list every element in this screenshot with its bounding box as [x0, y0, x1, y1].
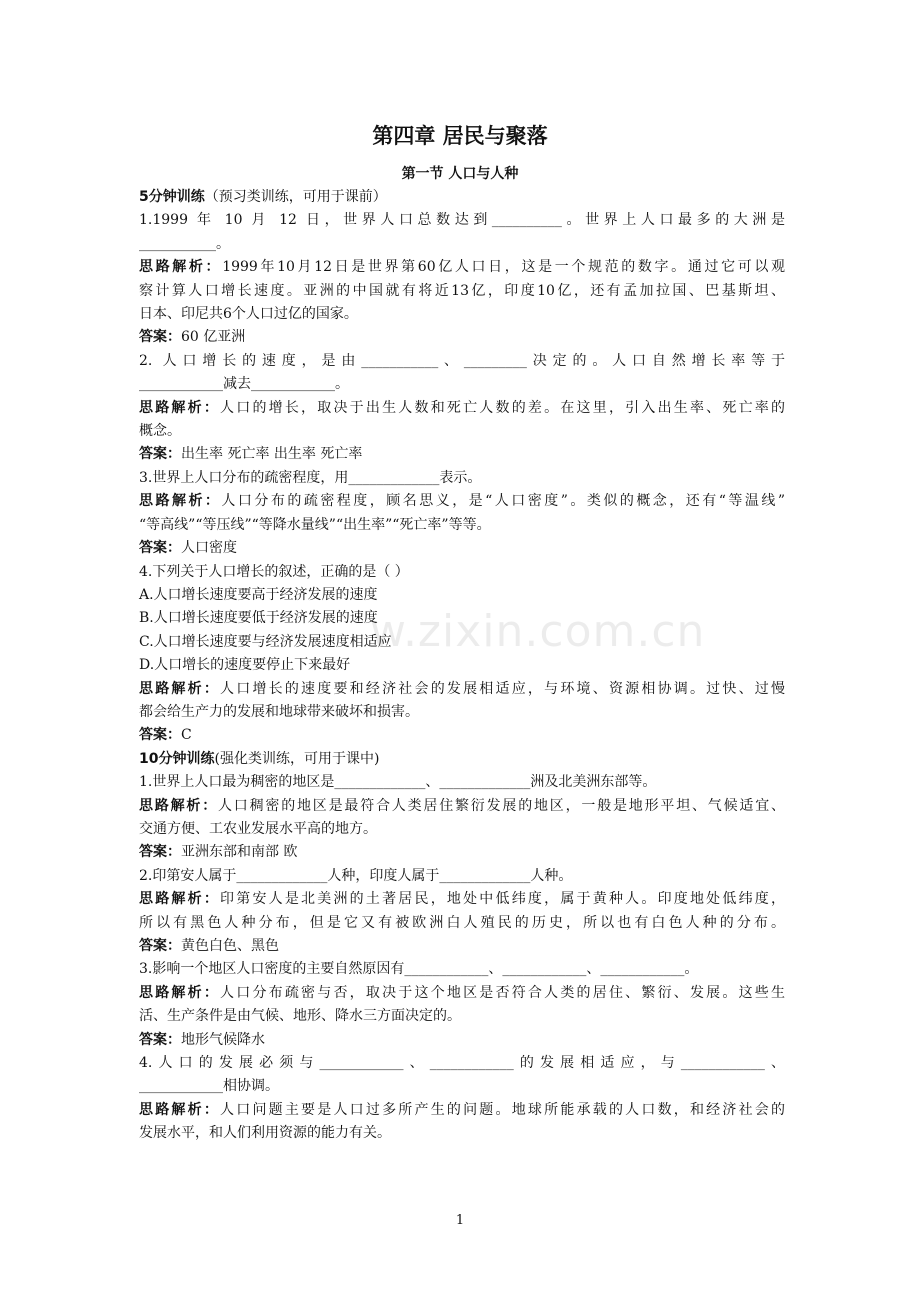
text-line: [139, 514, 785, 537]
document-body: [139, 186, 785, 1146]
text-line: [139, 303, 785, 326]
text-line: [139, 373, 785, 396]
text-line: [139, 724, 785, 747]
line-text: 人口分布的疏密程度，顾名思义，是“人口密度”。类似的概念，还有“等温线”: [221, 493, 785, 510]
text-line: [139, 678, 785, 701]
text-line: [139, 1122, 785, 1145]
line-text: 人口增长的速度要和经济社会的发展相适应，与环境、资源相协调。过快、过慢: [220, 680, 786, 697]
text-line: [139, 1005, 785, 1028]
text-line: [139, 186, 785, 209]
line-text: 1999年10月12日是世界第60亿人口日，这是一个规范的数字。通过它可以观: [222, 259, 785, 276]
line-text: 亚洲东部和南部 欧: [181, 844, 298, 861]
text-line: [139, 1075, 785, 1098]
bold-label: 思路解析：: [139, 891, 221, 908]
bold-label: 10分钟训练: [139, 750, 215, 767]
line-text: 人口问题主要是人口过多所产生的问题。地球所能承载的人口数，和经济社会的: [220, 1101, 786, 1118]
text-line: [139, 256, 785, 279]
text-line: [139, 982, 785, 1005]
text-line: [139, 818, 785, 841]
text-line: [139, 443, 785, 466]
line-text: A.人口增长速度要高于经济发展的速度: [139, 586, 378, 603]
text-line: [139, 233, 785, 256]
page-number: 1: [455, 1213, 465, 1228]
text-line: [139, 280, 785, 303]
text-line: [139, 865, 785, 888]
text-line: [139, 467, 785, 490]
line-text: 黄色白色、黑色: [181, 938, 279, 954]
bold-label: 思路解析：: [139, 493, 222, 510]
bold-label: 思路解析：: [139, 680, 221, 697]
text-line: [139, 350, 785, 373]
text-line: [139, 397, 785, 420]
line-text: 1.1999 年 10 月 12 日，世界人口总数达到__________。世界上人口最多的大洲是: [139, 212, 785, 229]
text-line: [139, 1029, 785, 1052]
line-text: 2. 人口增长的速度，是由___________、_________决定的。人口自然增长率等于: [139, 352, 785, 369]
text-line: [139, 561, 785, 584]
bold-label: 5分钟训练: [139, 189, 205, 205]
line-text: 发展水平，和人们利用资源的能力有关。: [139, 1125, 391, 1142]
line-text: 人口密度: [181, 540, 237, 557]
text-line: [139, 326, 785, 349]
bold-label: 答案：: [139, 446, 181, 463]
watermark: w.zixin.com.cn: [370, 606, 706, 657]
line-text: 出生率 死亡率 出生率 死亡率: [181, 446, 363, 463]
line-text: 所以有黑色人种分布，但是它又有被欧洲白人殖民的历史，所以也有白色人种的分布。: [139, 914, 785, 931]
text-line: [139, 584, 785, 607]
text-line: [139, 1099, 785, 1122]
line-text: 印第安人是北美洲的土著居民，地处中低纬度，属于黄种人。印度地处低纬度，: [220, 891, 786, 908]
line-text: 都会给生产力的发展和地球带来破坏和损害。: [139, 703, 419, 720]
line-text: ____________减去____________。: [139, 376, 349, 393]
line-text: 60 亿亚洲: [181, 329, 246, 346]
text-line: [139, 701, 785, 724]
bold-label: 答案：: [139, 938, 181, 954]
line-text: D.人口增长的速度要停止下来最好: [139, 657, 351, 674]
line-text: 人口稠密的地区是最符合人类居住繁衍发展的地区，一般是地形平坦、气候适宜、: [218, 797, 785, 814]
bold-label: 答案：: [139, 1031, 181, 1048]
text-line: [139, 537, 785, 560]
line-text: ____________相协调。: [139, 1078, 279, 1095]
text-line: [139, 841, 785, 864]
line-text: 地形气候降水: [181, 1031, 265, 1048]
line-text: B.人口增长速度要低于经济发展的速度: [139, 610, 378, 627]
bold-label: 答案：: [139, 540, 181, 557]
line-text: 察计算人口增长速度。亚洲的中国就有将近13亿，印度10亿，还有孟加拉国、巴基斯坦、: [139, 282, 785, 299]
line-text: “等高线”“等压线”“等降水量线”“出生率”“死亡率”等等。: [139, 516, 491, 533]
line-text: C.人口增长速度要与经济发展速度相适应: [139, 633, 392, 650]
line-text: 人口分布疏密与否，取决于这个地区是否符合人类的居住、繁衍、发展。这些生: [220, 984, 786, 1001]
bold-label: 思路解析：: [139, 1101, 221, 1118]
text-line: [139, 420, 785, 443]
text-line: [139, 209, 785, 232]
text-line: [139, 1052, 785, 1075]
line-text: 人口的增长，取决于出生人数和死亡人数的差。在这里，引入出生率、死亡率的: [220, 399, 786, 416]
line-text: C: [181, 727, 192, 744]
line-text: 日本、印尼共6个人口过亿的国家。: [139, 306, 358, 323]
text-line: [139, 888, 785, 911]
text-line: [139, 795, 785, 818]
line-text: 3.影响一个地区人口密度的主要自然原因有____________、____________、____________。: [139, 961, 699, 978]
line-text: 2.印第安人属于_____________人种，印度人属于_____________人种。: [139, 867, 573, 884]
bold-label: 思路解析：: [139, 797, 218, 814]
line-text: ___________。: [139, 235, 230, 252]
line-text: 交通方便、工农业发展水平高的地方。: [139, 820, 377, 837]
line-text: 4.下列关于人口增长的叙述，正确的是（ ）: [139, 563, 409, 580]
bold-label: 思路解析：: [139, 259, 223, 276]
text-line: [139, 490, 785, 513]
text-line: [139, 935, 785, 958]
bold-label: 答案：: [139, 727, 181, 744]
chapter-title: 第四章 居民与聚落: [372, 124, 548, 148]
text-line: [139, 654, 785, 677]
line-text: (强化类训练，可用于课中): [214, 750, 380, 767]
text-line: [139, 958, 785, 981]
bold-label: 答案：: [139, 329, 181, 346]
section-title: 第一节 人口与人种: [401, 166, 519, 182]
line-text: 活、生产条件是由气候、地形、降水三方面决定的。: [139, 1008, 461, 1025]
bold-label: 答案：: [139, 844, 181, 861]
bold-label: 思路解析：: [139, 984, 221, 1001]
text-line: [139, 912, 785, 935]
line-text: 1.世界上人口最为稠密的地区是_____________、_____________洲及北美洲东部等。: [139, 774, 657, 791]
line-text: 3.世界上人口分布的疏密程度，用_____________表示。: [139, 469, 482, 486]
text-line: [139, 748, 785, 771]
line-text: 概念。: [139, 423, 181, 440]
line-text: 4.人口的发展必须与____________、____________的发展相适应，与____________、: [139, 1055, 785, 1072]
line-text: （预习类训练，可用于课前）: [204, 189, 387, 205]
text-line: [139, 771, 785, 794]
bold-label: 思路解析：: [139, 399, 221, 416]
